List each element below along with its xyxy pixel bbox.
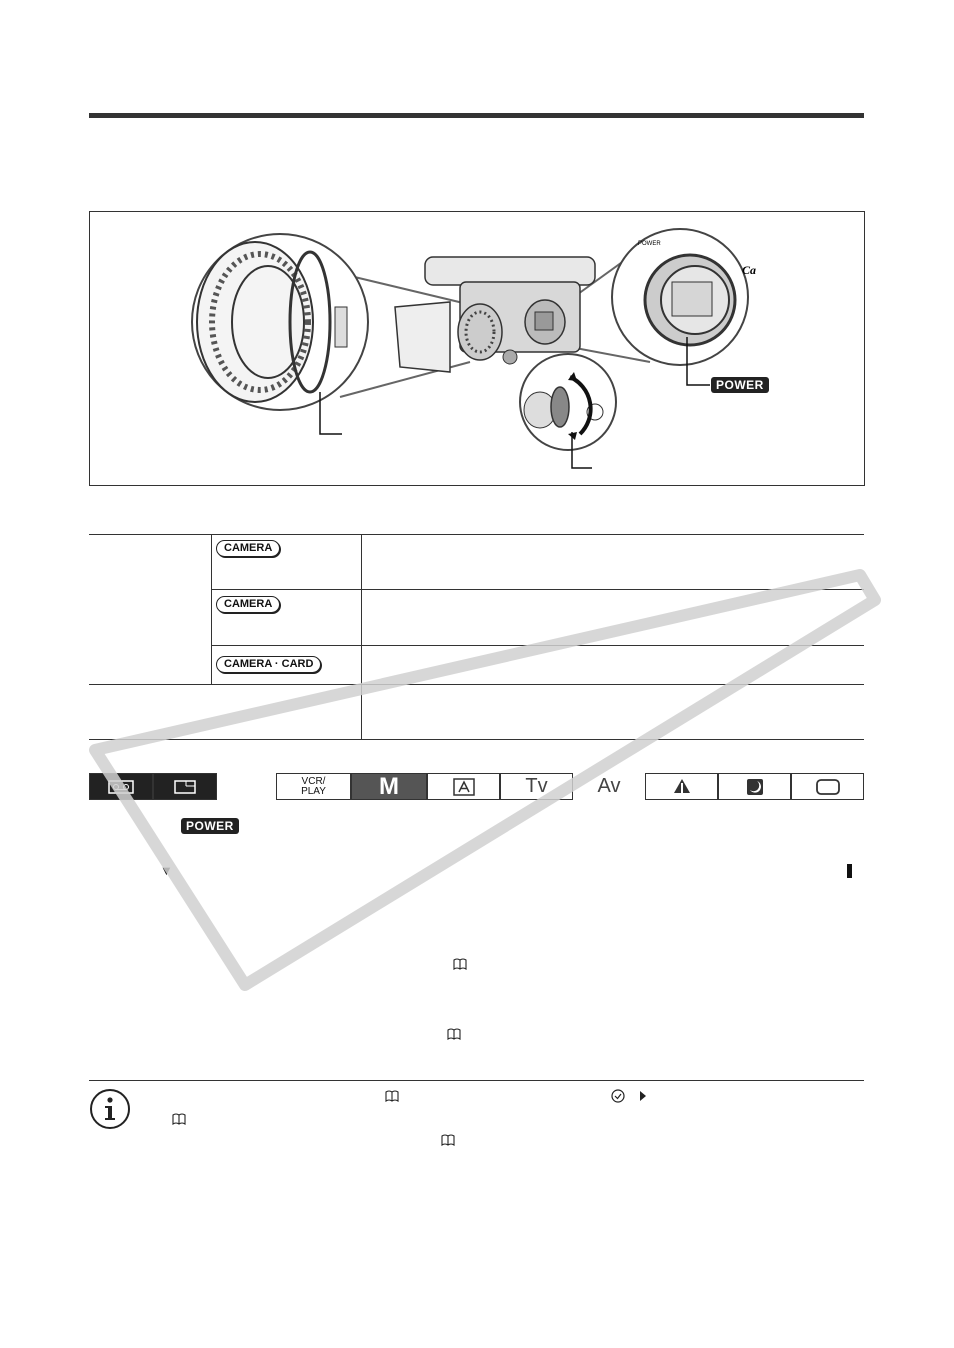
camera-card-mode-pill: CAMERA · CARD xyxy=(216,656,321,673)
table-divider xyxy=(211,534,212,684)
vcr-play-cell xyxy=(276,773,351,800)
camera-mode-pill: CAMERA xyxy=(216,596,280,613)
book-icon xyxy=(447,1028,461,1040)
spotlight-mode-cell xyxy=(645,773,718,800)
av-mode-cell xyxy=(573,773,645,800)
book-icon xyxy=(385,1090,399,1102)
auto-mode-icon xyxy=(453,778,475,796)
header-rule xyxy=(89,113,864,118)
dial-closeup xyxy=(520,354,616,450)
night-mode-cell xyxy=(718,773,791,800)
right-arrow-icon xyxy=(638,1090,648,1102)
svg-text:Ca: Ca xyxy=(742,263,757,277)
table-divider xyxy=(361,534,362,739)
spotlight-icon xyxy=(673,778,691,796)
book-icon xyxy=(441,1134,455,1146)
menu-check-icon xyxy=(611,1089,625,1103)
table-rule xyxy=(89,739,864,740)
mode-indicator-bar xyxy=(89,773,864,800)
book-icon xyxy=(453,958,467,970)
tv-mode-label: Tv xyxy=(525,775,548,797)
focus-ring-closeup xyxy=(192,234,368,410)
svg-text:POWER: POWER xyxy=(638,241,661,247)
lens-cap-closeup xyxy=(612,229,756,365)
down-triangle-icon: ▼ xyxy=(160,863,173,878)
auto-mode-cell xyxy=(427,773,500,800)
table-rule xyxy=(211,645,864,646)
av-mode-label: Av xyxy=(597,775,621,797)
tv-mode-cell xyxy=(500,773,573,800)
card-mode-cell xyxy=(153,773,217,800)
table-rule xyxy=(89,684,864,685)
info-icon xyxy=(89,1088,131,1130)
scene-mode-cell xyxy=(791,773,864,800)
table-rule xyxy=(211,589,864,590)
camera-illustration-frame xyxy=(89,211,865,486)
end-marker-icon xyxy=(847,864,852,878)
tape-mode-cell xyxy=(89,773,153,800)
power-badge: POWER xyxy=(181,818,239,834)
table-rule xyxy=(89,534,864,535)
m-mode-cell xyxy=(351,773,427,800)
tape-icon xyxy=(108,780,134,794)
camcorder-illustration xyxy=(90,212,864,485)
card-icon xyxy=(172,779,198,795)
vcr-play-label: VCR/ PLAY xyxy=(301,775,326,797)
scene-frame-icon xyxy=(815,778,841,796)
book-icon xyxy=(172,1113,186,1125)
note-rule xyxy=(89,1080,864,1081)
camera-mode-pill: CAMERA xyxy=(216,540,280,557)
figure-power-badge: POWER xyxy=(711,377,769,393)
moon-icon xyxy=(746,778,764,796)
m-mode-label: M xyxy=(379,772,399,800)
